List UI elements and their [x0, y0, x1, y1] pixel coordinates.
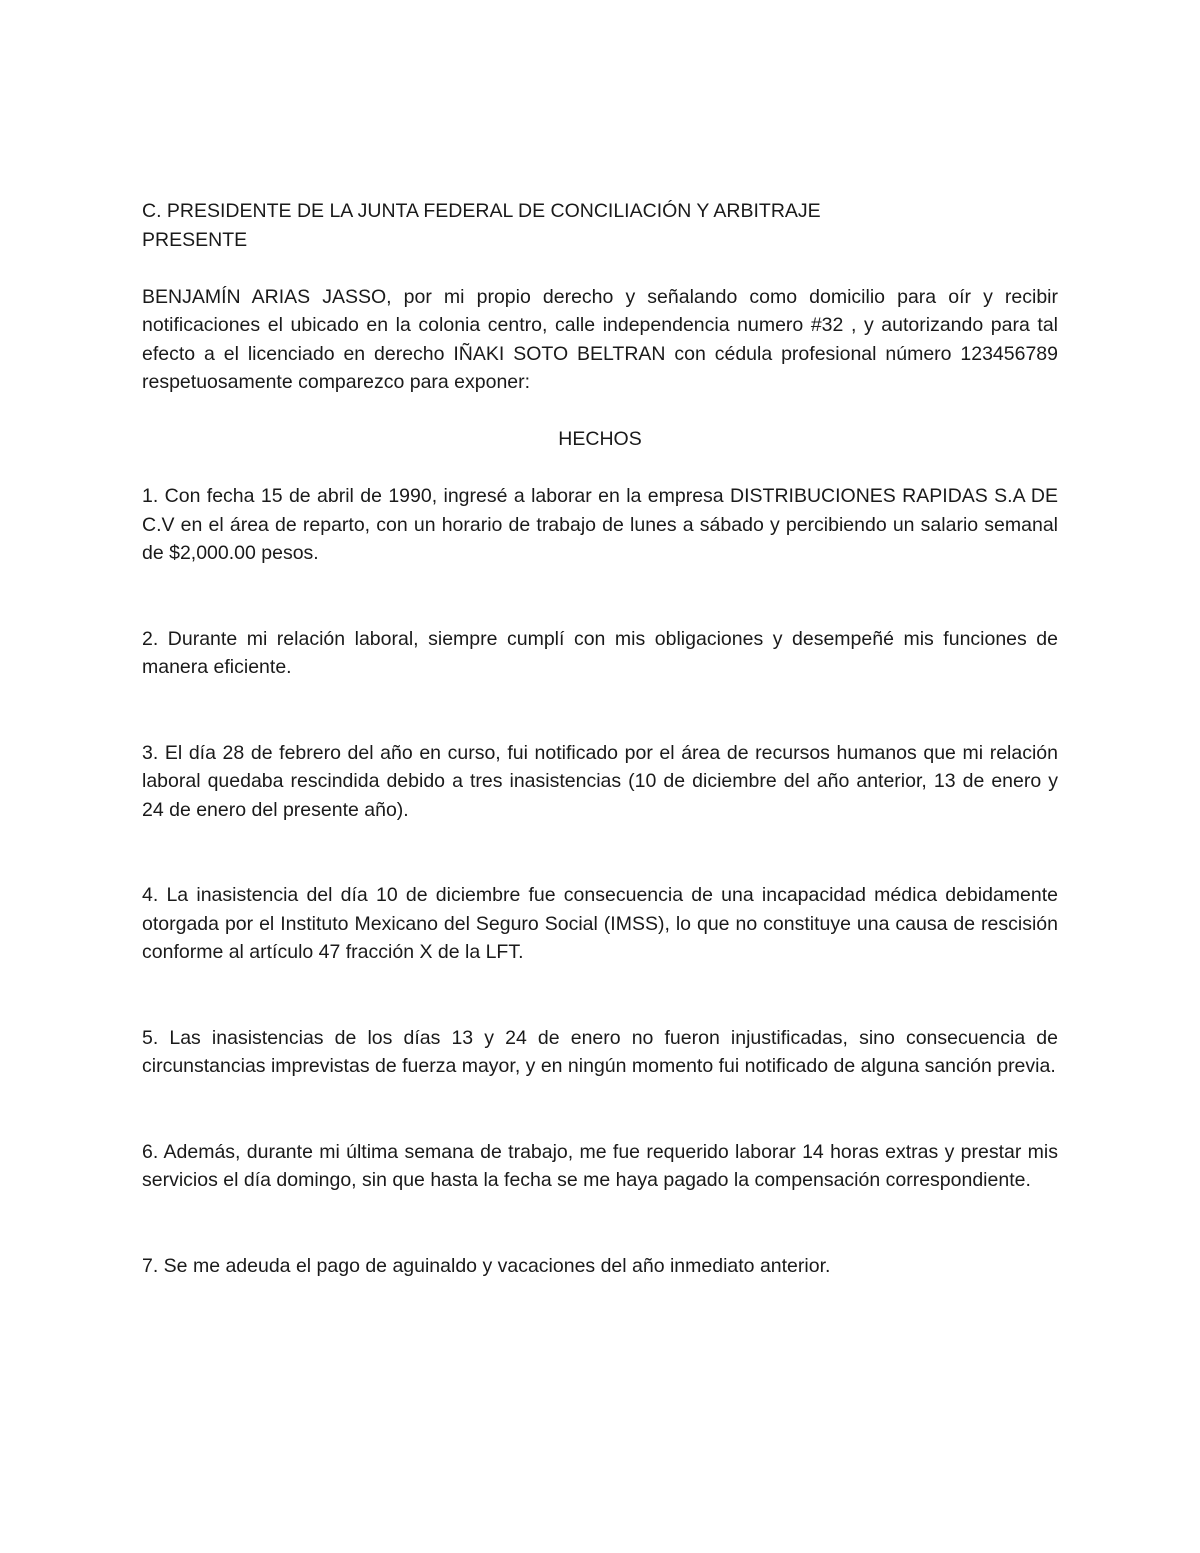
spacer: [142, 254, 1058, 283]
spacer: [142, 1195, 1058, 1252]
fact-paragraph-4: 4. La inasistencia del día 10 de diciembre fue consecuencia de una incapacidad médica debidamente otorgada por el Instituto Mexicano del Seguro Social (IMSS), lo que no constituye una causa de rescisión conforme al artículo 47 fracción X de la LFT.: [142, 884, 1058, 963]
fact-paragraph-5: 5. Las inasistencias de los días 13 y 24 de enero no fueron injustificadas, sino consecuencia de circunstancias imprevistas de fuerza mayor, y en ningún momento fui notificado de alguna sanción previa.: [142, 1026, 1058, 1077]
fact-paragraph-7: 7. Se me adeuda el pago de aguinaldo y vacaciones del año inmediato anterior.: [142, 1254, 831, 1277]
spacer: [142, 967, 1058, 1024]
spacer: [142, 824, 1058, 881]
intro-paragraph: BENJAMÍN ARIAS JASSO, por mi propio derecho y señalando como domicilio para oír y recibir notificaciones el ubicado en la colonia centro, calle independencia numero #32 , y autorizando para tal efecto a el licenciado en derecho IÑAKI SOTO BELTRAN con cédula profesional número 123456789 respetuosamente comparezco para exponer:: [142, 285, 1058, 393]
document-body: [142, 197, 1058, 1280]
spacer: [142, 397, 1058, 426]
fact-paragraph-6: 6. Además, durante mi última semana de trabajo, me fue requerido laborar 14 horas extras y prestar mis servicios el día domingo, sin que hasta la fecha se me haya pagado la compensación correspondiente.: [142, 1140, 1058, 1191]
presente-line: PRESENTE: [142, 228, 248, 251]
spacer: [142, 682, 1058, 739]
spacer: [142, 568, 1058, 625]
fact-paragraph-3: 3. El día 28 de febrero del año en curso, fui notificado por el área de recursos humanos que mi relación laboral quedaba rescindida debido a tres inasistencias (10 de diciembre del año anterior, 13 de enero y 24 de enero del presente año).: [142, 741, 1058, 821]
spacer: [142, 1081, 1058, 1138]
spacer: [142, 454, 1058, 483]
addressee-line: C. PRESIDENTE DE LA JUNTA FEDERAL DE CONCILIACIÓN Y ARBITRAJE: [142, 200, 821, 222]
fact-paragraph-2: 2. Durante mi relación laboral, siempre cumplí con mis obligaciones y desempeñé mis funciones de manera eficiente.: [142, 627, 1058, 678]
section-title: HECHOS: [558, 428, 642, 450]
fact-paragraph-1: 1. Con fecha 15 de abril de 1990, ingresé a laborar en la empresa DISTRIBUCIONES RAPIDAS S.A DE C.V en el área de reparto, con un horario de trabajo de lunes a sábado y percibiendo un salario semanal de $2,000.00 pesos.: [142, 485, 1058, 564]
